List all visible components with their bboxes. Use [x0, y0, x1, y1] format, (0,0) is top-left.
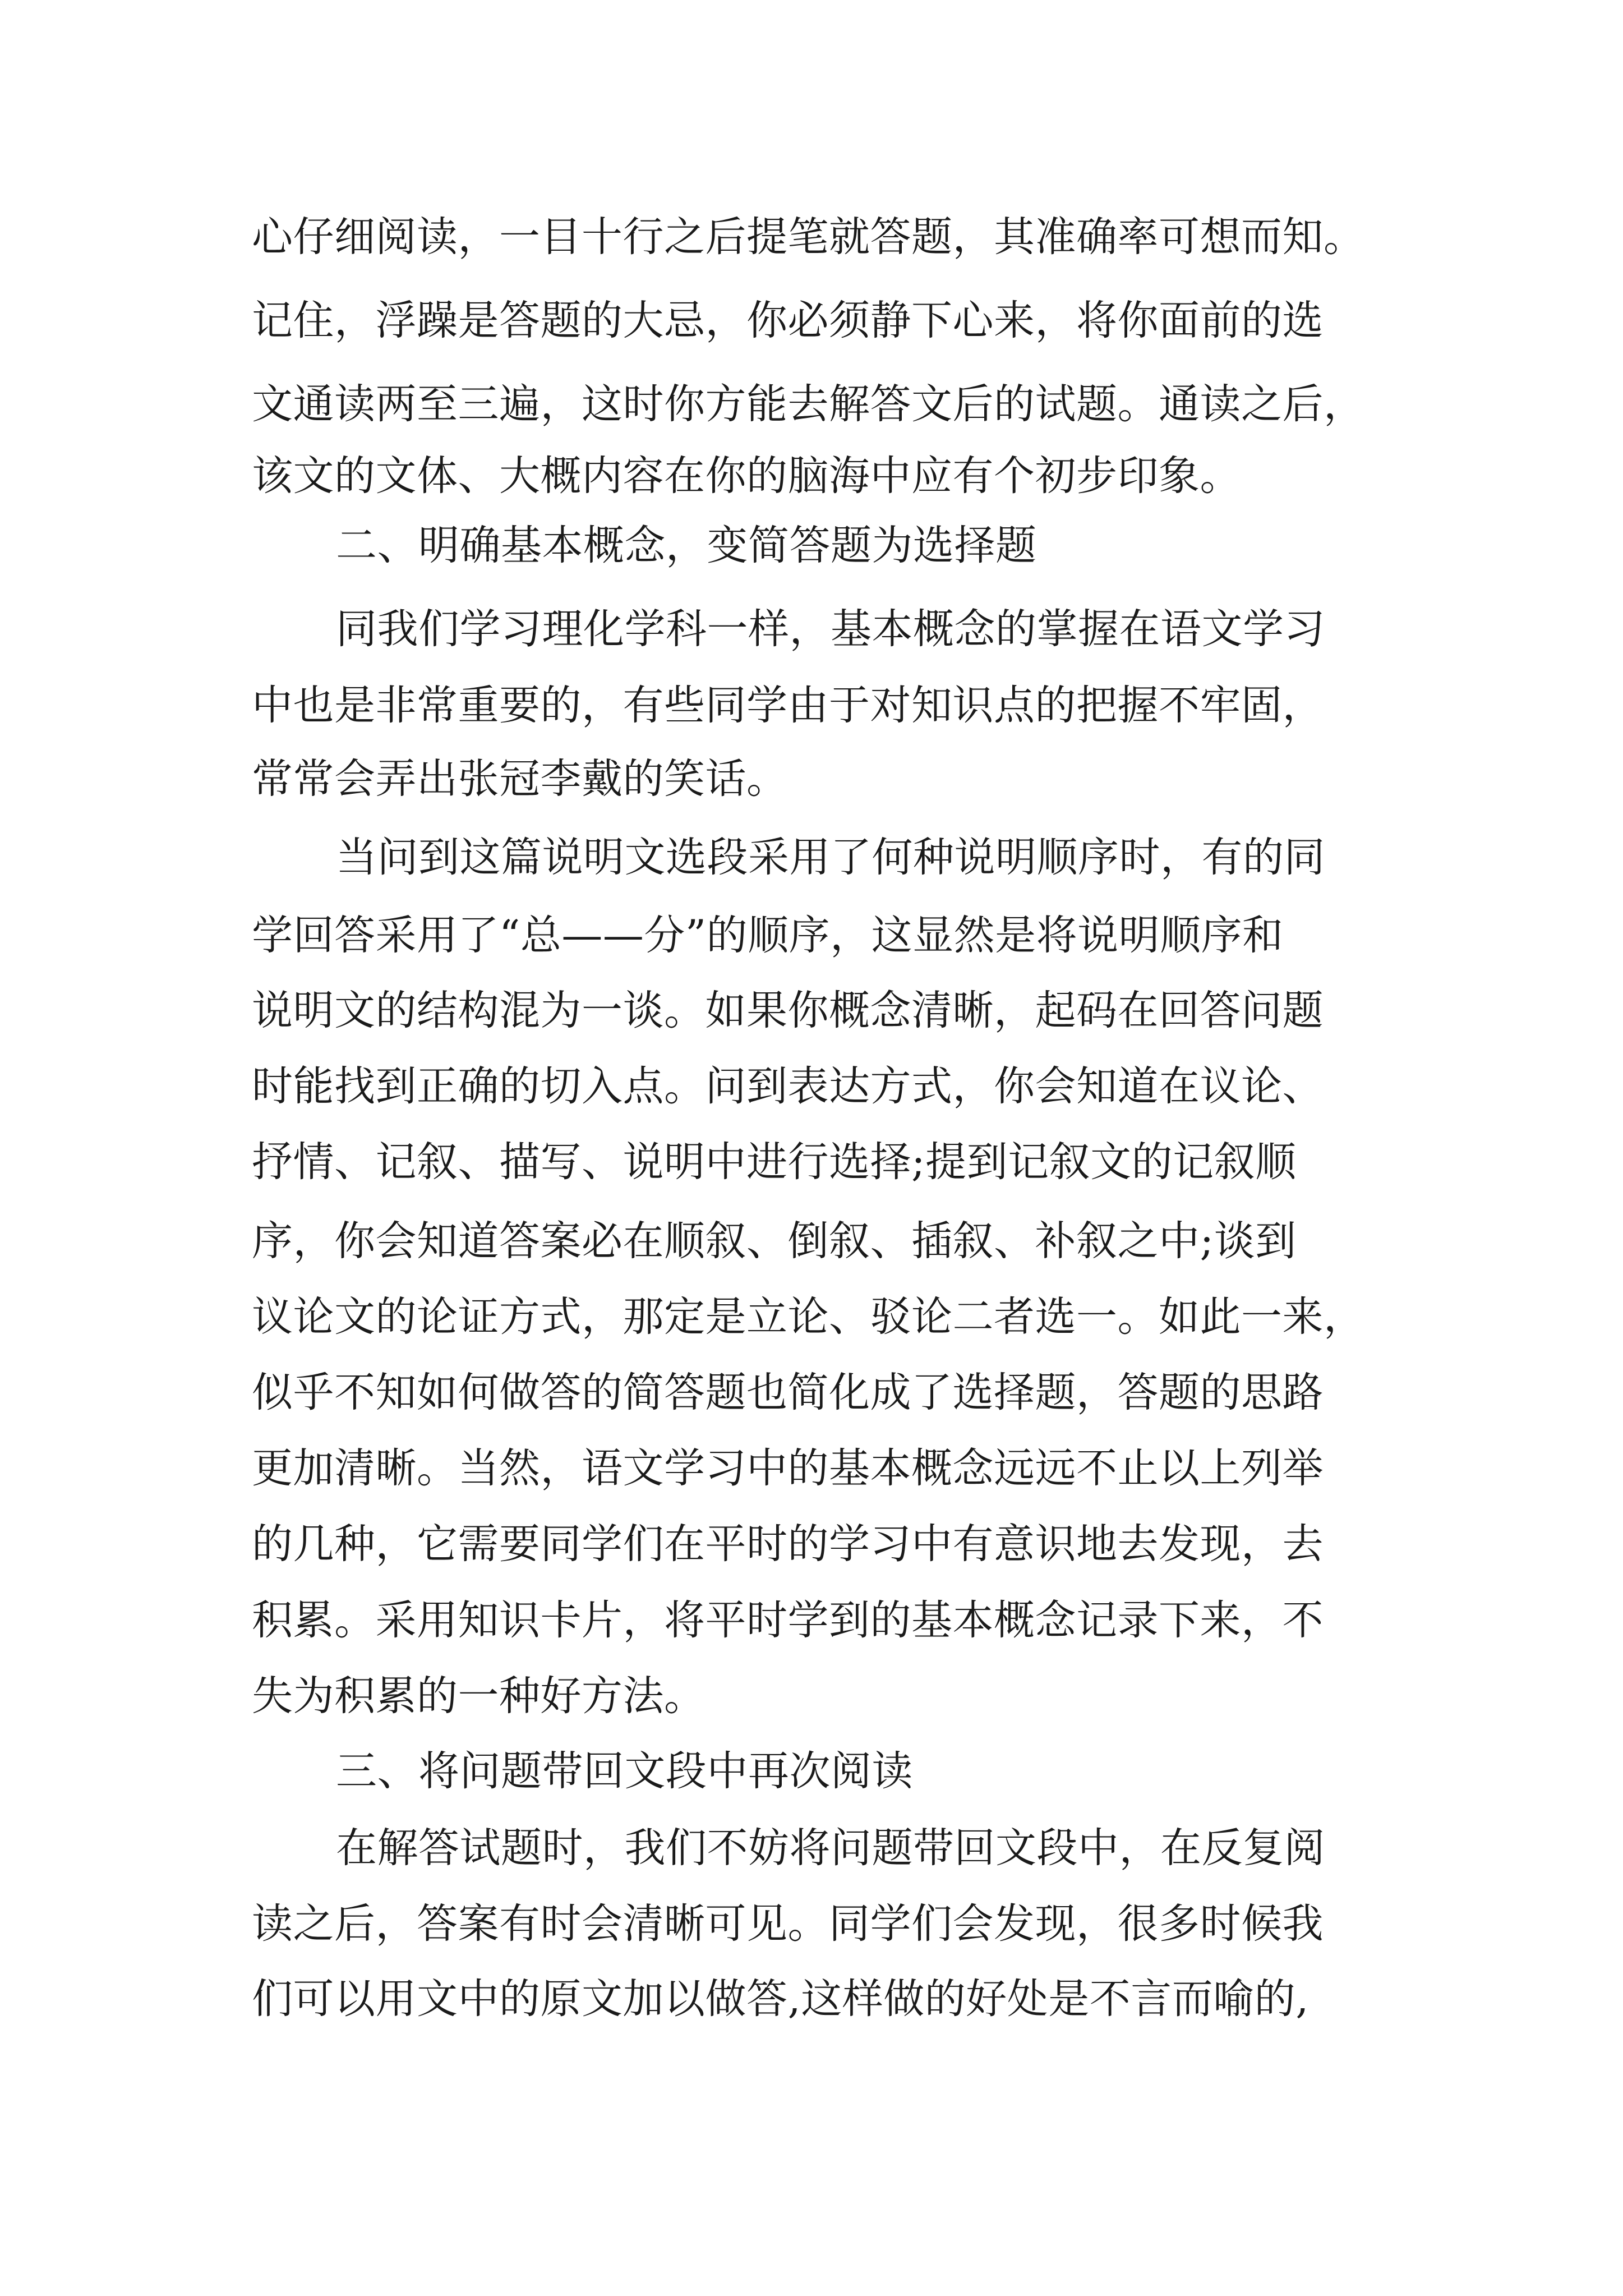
- section-heading-3: 三、将问题带回文段中再次阅读: [336, 1747, 913, 1795]
- text-line: 抒情、记叙、描写、说明中进行选择;提到记叙文的记叙顺: [252, 1138, 1297, 1186]
- text-line: 心仔细阅读，一目十行之后提笔就答题，其准确率可想而知。: [252, 213, 1365, 261]
- text-line: 中也是非常重要的，有些同学由于对知识点的把握不牢固，: [252, 682, 1324, 729]
- paragraph-start: 同我们学习理化学科一样，基本概念的掌握在语文学习: [336, 605, 1325, 653]
- text-line: 序，你会知道答案必在顺叙、倒叙、插叙、补叙之中;谈到: [252, 1217, 1297, 1265]
- text-line: 文通读两至三遍，这时你方能去解答文后的试题。通读之后，: [252, 380, 1365, 428]
- text-line: 的几种，它需要同学们在平时的学习中有意识地去发现，去: [252, 1520, 1324, 1568]
- text-line: 积累。采用知识卡片，将平时学到的基本概念记录下来，不: [252, 1596, 1324, 1644]
- text-line: 学回答采用了“总——分”的顺序，这显然是将说明顺序和: [252, 912, 1284, 959]
- paragraph-start: 当问到这篇说明文选段采用了何种说明顺序时，有的同: [336, 834, 1325, 881]
- text-line: 更加清晰。当然，语文学习中的基本概念远远不止以上列举: [252, 1444, 1324, 1492]
- section-heading-2: 二、明确基本概念，变简答题为选择题: [336, 522, 1037, 569]
- text-line: 常常会弄出张冠李戴的笑话。: [252, 755, 788, 803]
- text-line: 该文的文体、大概内容在你的脑海中应有个初步印象。: [252, 452, 1241, 500]
- text-line: 读之后，答案有时会清晰可见。同学们会发现，很多时候我: [252, 1900, 1324, 1948]
- text-line: 失为积累的一种好方法。: [252, 1672, 706, 1720]
- text-line: 说明文的结构混为一谈。如果你概念清晰，起码在回答问题: [252, 987, 1324, 1034]
- text-line: 议论文的论证方式，那定是立论、驳论二者选一。如此一来，: [252, 1293, 1365, 1341]
- paragraph-start: 在解答试题时，我们不妨将问题带回文段中，在反复阅: [336, 1824, 1325, 1872]
- text-line: 时能找到正确的切入点。问到表达方式，你会知道在议论、: [252, 1062, 1324, 1110]
- text-line: 们可以用文中的原文加以做答,这样做的好处是不言而喻的,: [252, 1975, 1309, 2023]
- text-line: 记住，浮躁是答题的大忌，你必须静下心来，将你面前的选: [252, 297, 1324, 344]
- text-line: 似乎不知如何做答的简答题也简化成了选择题，答题的思路: [252, 1369, 1324, 1416]
